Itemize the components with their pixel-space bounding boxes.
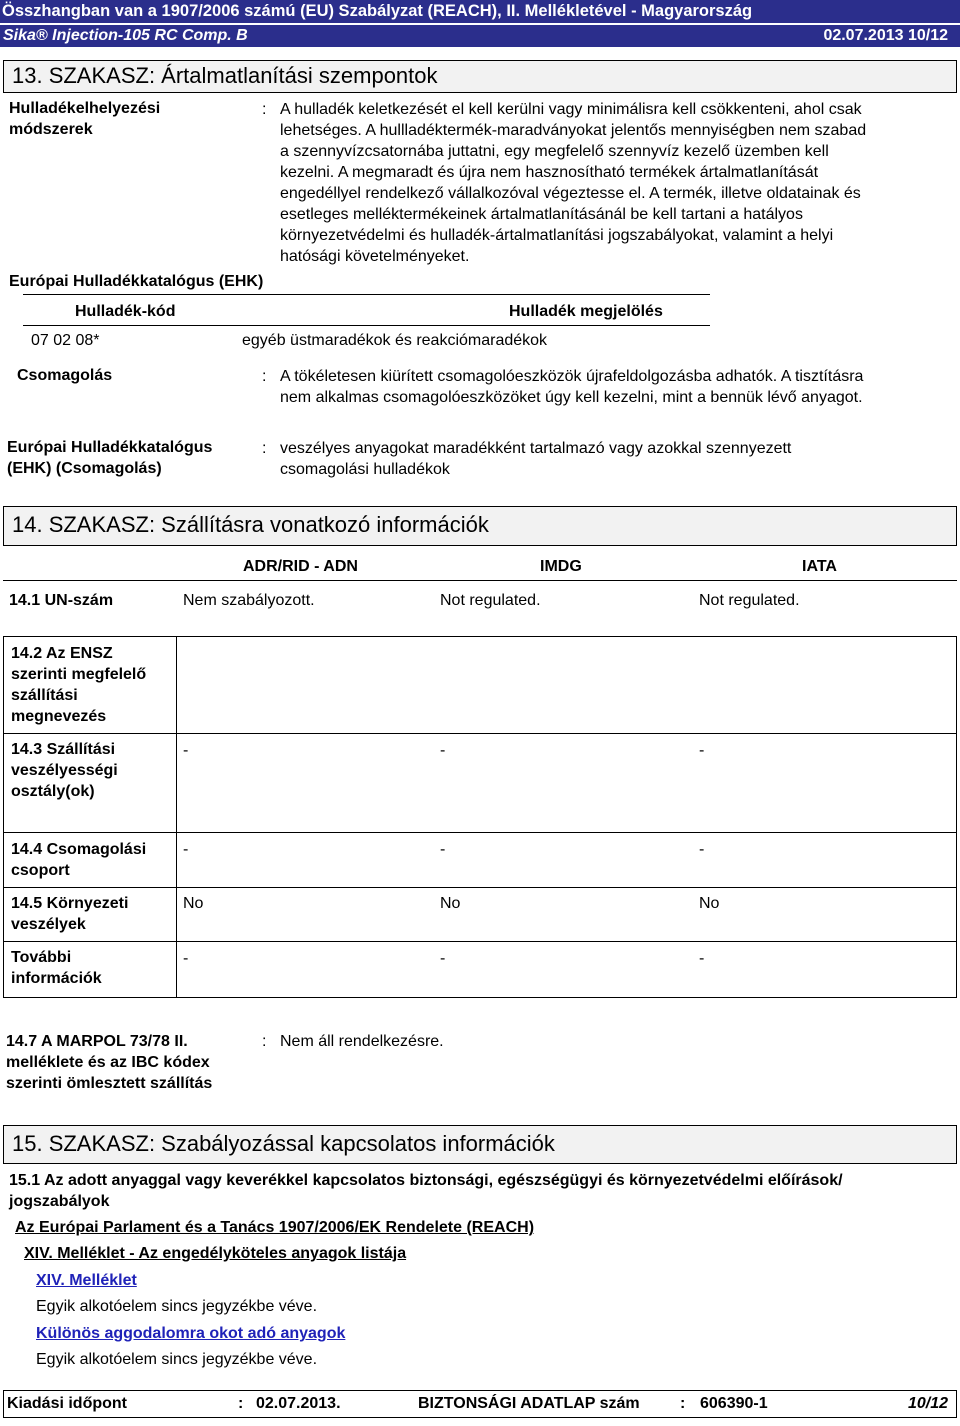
hazard-class-adr: - bbox=[183, 742, 189, 759]
label-line: 14.7 A MARPOL 73/78 II. bbox=[6, 1033, 188, 1050]
packing-group-adr: - bbox=[183, 841, 189, 858]
subheading-line: jogszabályok bbox=[9, 1193, 110, 1210]
packaging-text bbox=[280, 366, 950, 408]
table-border bbox=[3, 941, 957, 942]
label-line: 14.3 Szállítási bbox=[11, 741, 116, 758]
env-hazards-iata: No bbox=[699, 895, 720, 912]
disposal-label-line: módszerek bbox=[9, 121, 93, 138]
sds-number-label: BIZTONSÁGI ADATLAP szám bbox=[418, 1395, 640, 1412]
document-footer bbox=[3, 1390, 957, 1418]
ehk-packaging-label bbox=[7, 437, 212, 479]
table-border bbox=[23, 325, 710, 326]
annex-xiv-link[interactable]: XIV. Melléklet bbox=[36, 1272, 137, 1289]
un-number-adr: Nem szabályozott. bbox=[183, 592, 315, 609]
waste-description: egyéb üstmaradékok és reakciómaradékok bbox=[242, 332, 548, 349]
section-14-title: 14. SZAKASZ: Szállításra vonatkozó információk bbox=[12, 512, 489, 537]
page-number: 10/12 bbox=[908, 1395, 949, 1412]
section-15-title: 15. SZAKASZ: Szabályozással kapcsolatos információk bbox=[12, 1131, 555, 1156]
label-line: 14.5 Környezeti bbox=[11, 895, 129, 912]
issue-date-label: Kiadási időpont bbox=[7, 1395, 127, 1412]
text-line: A tökéletesen kiürített csomagolóeszközök újrafeldolgozásba adhatók. A tisztításra bbox=[280, 368, 864, 385]
un-number-iata: Not regulated. bbox=[699, 592, 800, 609]
hazard-class-iata: - bbox=[699, 742, 705, 759]
waste-description-header: Hulladék megjelölés bbox=[509, 303, 663, 320]
section-13-heading bbox=[3, 60, 957, 93]
label-line: (EHK) (Csomagolás) bbox=[7, 460, 162, 477]
waste-code: 07 02 08* bbox=[31, 332, 100, 349]
section-14-heading bbox=[3, 506, 957, 546]
disposal-methods-text bbox=[280, 99, 950, 267]
text-line: veszélyes anyagokat maradékként tartalmazó vagy azokkal szennyezett bbox=[280, 440, 792, 457]
packing-group-iata: - bbox=[699, 841, 705, 858]
additional-info-adr: - bbox=[183, 950, 189, 967]
label-line: osztály(ok) bbox=[11, 783, 95, 800]
document-header-title: Összhangban van a 1907/2006 számú (EU) Szabályzat (REACH), II. Mellékletével - Magyarország bbox=[0, 0, 960, 23]
col-header-iata: IATA bbox=[802, 558, 837, 575]
col-header-adr: ADR/RID - ADN bbox=[243, 558, 358, 575]
table-border bbox=[3, 733, 957, 734]
label-line: További bbox=[11, 949, 72, 966]
row-packing-group-label bbox=[11, 839, 146, 881]
row-shipping-name-label bbox=[11, 643, 146, 727]
table-border bbox=[3, 636, 957, 637]
text-line: kezelni. A megmaradt és újra nem hasznosítható termékek ártalmatlanítását bbox=[280, 164, 819, 181]
annex-xiv-heading: XIV. Melléklet - Az engedélyköteles anyagok listája bbox=[24, 1245, 407, 1262]
regulation-subheading bbox=[9, 1170, 954, 1212]
label-line: veszélyek bbox=[11, 916, 86, 933]
text-line: nem alkalmas csomagolóeszközöket úgy kell kezelni, mint a bennük lévő anyagot. bbox=[280, 389, 863, 406]
text-line: esetleges melléktermékeinek ártalmatlanításánál be kell tartani a hatályos bbox=[280, 206, 803, 223]
colon: : bbox=[262, 101, 267, 118]
section-13-title: 13. SZAKASZ: Ártalmatlanítási szempontok bbox=[12, 63, 438, 88]
table-border bbox=[3, 636, 4, 998]
table-border bbox=[956, 636, 957, 998]
marpol-value: Nem áll rendelkezésre. bbox=[280, 1033, 444, 1050]
additional-info-iata: - bbox=[699, 950, 705, 967]
hazard-class-imdg: - bbox=[440, 742, 446, 759]
row-hazard-class-label bbox=[11, 739, 118, 802]
text-line: A hulladék keletkezését el kell kerülni vagy minimálisra kell csökkenteni, ahol csak bbox=[280, 101, 862, 118]
label-line: csoport bbox=[11, 862, 70, 879]
text-line: engedéllyel rendelkező vállalkozóval végeztesse el. A termék, illetve oldatainak és bbox=[280, 185, 861, 202]
env-hazards-imdg: No bbox=[440, 895, 461, 912]
text-line: a szennyvízcsatornába juttatni, egy megfelelő szennyvíz kezelő üzemben kell bbox=[280, 143, 829, 160]
label-line: 14.2 Az ENSZ bbox=[11, 645, 113, 662]
document-header-subbar bbox=[0, 25, 960, 47]
svhc-status: Egyik alkotóelem sincs jegyzékbe véve. bbox=[36, 1351, 318, 1368]
table-border bbox=[176, 636, 177, 998]
label-line: megnevezés bbox=[11, 708, 107, 725]
svhc-link[interactable]: Különös aggodalomra okot adó anyagok bbox=[36, 1325, 346, 1342]
label-line: szerinti ömlesztett szállítás bbox=[6, 1075, 213, 1092]
annex-xiv-status: Egyik alkotóelem sincs jegyzékbe véve. bbox=[36, 1298, 318, 1315]
col-header-imdg: IMDG bbox=[540, 558, 582, 575]
reach-regulation: Az Európai Parlament és a Tanács 1907/2006/EK Rendelete (REACH) bbox=[15, 1219, 535, 1236]
product-name: Sika® Injection-105 RC Comp. B bbox=[3, 27, 248, 44]
table-border bbox=[3, 887, 957, 888]
text-line: lehetséges. A hullladéktermék-maradványokat jelentős mennyiségben nem szabad bbox=[280, 122, 867, 139]
ehk-packaging-text bbox=[280, 438, 950, 480]
label-line: veszélyességi bbox=[11, 762, 118, 779]
table-border bbox=[3, 580, 957, 581]
packing-group-imdg: - bbox=[440, 841, 446, 858]
text-line: környezetvédelmi és hulladék-ártalmatlanítási jogszabályokat, valamint a helyi bbox=[280, 227, 834, 244]
text-line: csomagolási hulladékok bbox=[280, 461, 450, 478]
disposal-methods-label bbox=[9, 98, 160, 140]
additional-info-imdg: - bbox=[440, 950, 446, 967]
label-line: szerinti megfelelő bbox=[11, 666, 147, 683]
label-line: melléklete és az IBC kódex bbox=[6, 1054, 210, 1071]
row-additional-info-label bbox=[11, 947, 102, 989]
env-hazards-adr: No bbox=[183, 895, 204, 912]
table-border bbox=[23, 294, 710, 295]
packaging-label: Csomagolás bbox=[17, 367, 113, 384]
row-un-number-label: 14.1 UN-szám bbox=[9, 592, 114, 609]
label-line: 14.4 Csomagolási bbox=[11, 841, 147, 858]
text-line: hatósági követelményeket. bbox=[280, 248, 470, 265]
colon: : bbox=[680, 1395, 686, 1412]
table-border bbox=[3, 832, 957, 833]
un-number-imdg: Not regulated. bbox=[440, 592, 541, 609]
colon: : bbox=[262, 368, 267, 385]
subheading-line: 15.1 Az adott anyaggal vagy keverékkel kapcsolatos biztonsági, egészségügyi és környezetvédelmi előírások/ bbox=[9, 1172, 843, 1189]
colon: : bbox=[262, 1033, 267, 1050]
waste-code-header: Hulladék-kód bbox=[75, 303, 176, 320]
label-line: Európai Hulladékkatalógus bbox=[7, 439, 213, 456]
disposal-label-line: Hulladékelhelyezési bbox=[9, 100, 161, 117]
colon: : bbox=[238, 1395, 244, 1412]
table-border bbox=[3, 997, 957, 998]
sds-number: 606390-1 bbox=[700, 1395, 768, 1412]
label-line: információk bbox=[11, 970, 102, 987]
ehk-label: Európai Hulladékkatalógus (EHK) bbox=[9, 273, 264, 290]
label-line: szállítási bbox=[11, 687, 78, 704]
marpol-label bbox=[6, 1031, 212, 1094]
row-env-hazards-label bbox=[11, 893, 128, 935]
colon: : bbox=[262, 440, 267, 457]
section-15-heading bbox=[3, 1125, 957, 1164]
header-date-page: 02.07.2013 10/12 bbox=[823, 27, 948, 44]
issue-date: 02.07.2013. bbox=[256, 1395, 341, 1412]
